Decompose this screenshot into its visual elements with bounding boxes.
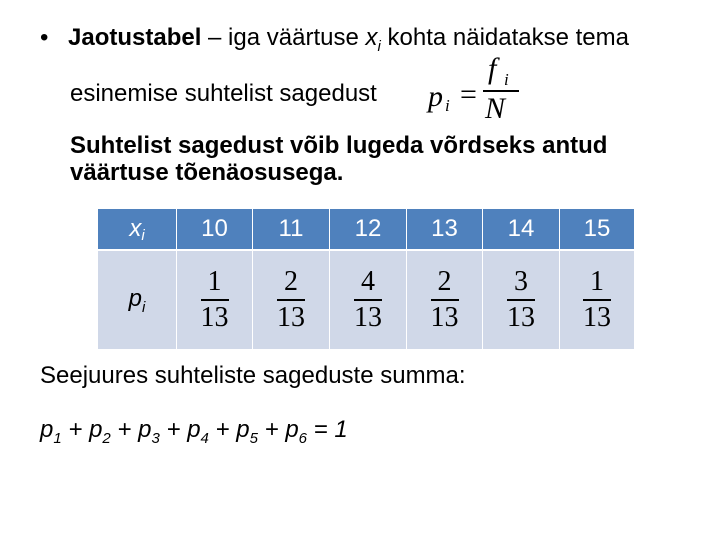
value-cell: 15 — [560, 209, 635, 250]
sum-equation — [40, 416, 348, 447]
fraction-numerator: 2 — [437, 266, 452, 297]
sum-term: $p_5$ — [236, 416, 258, 447]
probability-cell — [407, 250, 483, 349]
probability-cell — [253, 250, 330, 349]
sum-result: 1 — [334, 416, 348, 443]
formula-numerator-subscript: i — [504, 70, 509, 89]
probability-fraction — [431, 267, 459, 333]
bullet-line — [40, 24, 629, 55]
fraction-denominator: 13 — [583, 302, 611, 333]
fraction-numerator: 2 — [284, 266, 298, 297]
bullet-text: – iga väärtuse — [201, 24, 366, 51]
formula-denominator: N — [485, 92, 506, 125]
probability-fraction — [354, 267, 382, 333]
fraction-numerator: 3 — [514, 266, 528, 297]
fraction-denominator: 13 — [507, 302, 535, 333]
sum-term: $p_1$ — [40, 416, 62, 447]
probability-cell — [330, 250, 407, 349]
value-cell: 12 — [330, 209, 407, 250]
bullet-text-end: kohta näidatakse tema — [380, 24, 629, 51]
table-probability-row — [98, 250, 634, 349]
value-cell: 11 — [253, 209, 330, 250]
fraction-numerator: 4 — [361, 266, 375, 297]
probability-cell — [177, 250, 253, 349]
fraction-denominator: 13 — [430, 302, 459, 333]
plus-sign: + — [159, 416, 188, 443]
formula-lhs: p — [428, 80, 443, 113]
sum-term: $p_4$ — [187, 416, 209, 447]
formula-lhs-subscript: i — [445, 96, 450, 115]
var-x-subscript: i — [377, 38, 381, 55]
sum-description: Seejuures suhteliste sageduste summa: — [40, 362, 466, 389]
equals-sign: = — [307, 416, 335, 443]
row-label: p — [128, 284, 142, 312]
var-x: x — [365, 24, 378, 51]
sum-term: $p_6$ — [285, 416, 308, 447]
distribution-table — [98, 209, 634, 349]
sum-term: $p_2$ — [89, 416, 111, 447]
value-cell: 14 — [483, 209, 560, 250]
fraction-numerator: 1 — [590, 266, 604, 297]
fraction-denominator: 13 — [200, 302, 229, 333]
fraction-denominator: 13 — [354, 302, 382, 333]
value-cell: 13 — [407, 209, 483, 250]
bullet-marker: • — [40, 24, 49, 51]
formula-equals: = — [460, 78, 477, 111]
probability-fraction — [507, 267, 535, 333]
probability-fraction — [583, 267, 611, 333]
bold-paragraph: Suhtelist sagedust võib lugeda võrdseks antud väärtuse tõenäosusega. — [70, 132, 608, 186]
plus-sign: + — [110, 416, 139, 443]
header-label-subscript: i — [141, 226, 145, 244]
plus-sign: + — [61, 416, 90, 443]
table-header-row — [98, 209, 634, 250]
fraction-numerator: 1 — [207, 266, 222, 297]
probability-cell — [560, 250, 635, 349]
probability-fraction — [201, 267, 229, 333]
row-label-subscript: i — [142, 298, 146, 316]
term-jaotustabel: Jaotustabel — [68, 24, 202, 51]
probability-fraction — [277, 267, 305, 333]
header-label-cell — [98, 209, 177, 250]
plus-sign: + — [257, 416, 286, 443]
probability-cell — [483, 250, 560, 349]
value-cell: 10 — [177, 209, 253, 250]
header-label: x — [129, 214, 142, 242]
formula-numerator: f — [488, 52, 497, 85]
plus-sign: + — [208, 416, 237, 443]
bullet-line-2: esinemise suhtelist sagedust — [70, 80, 377, 107]
fraction-denominator: 13 — [277, 302, 305, 333]
sum-term: $p_3$ — [138, 416, 160, 447]
row-label-cell — [98, 250, 177, 349]
